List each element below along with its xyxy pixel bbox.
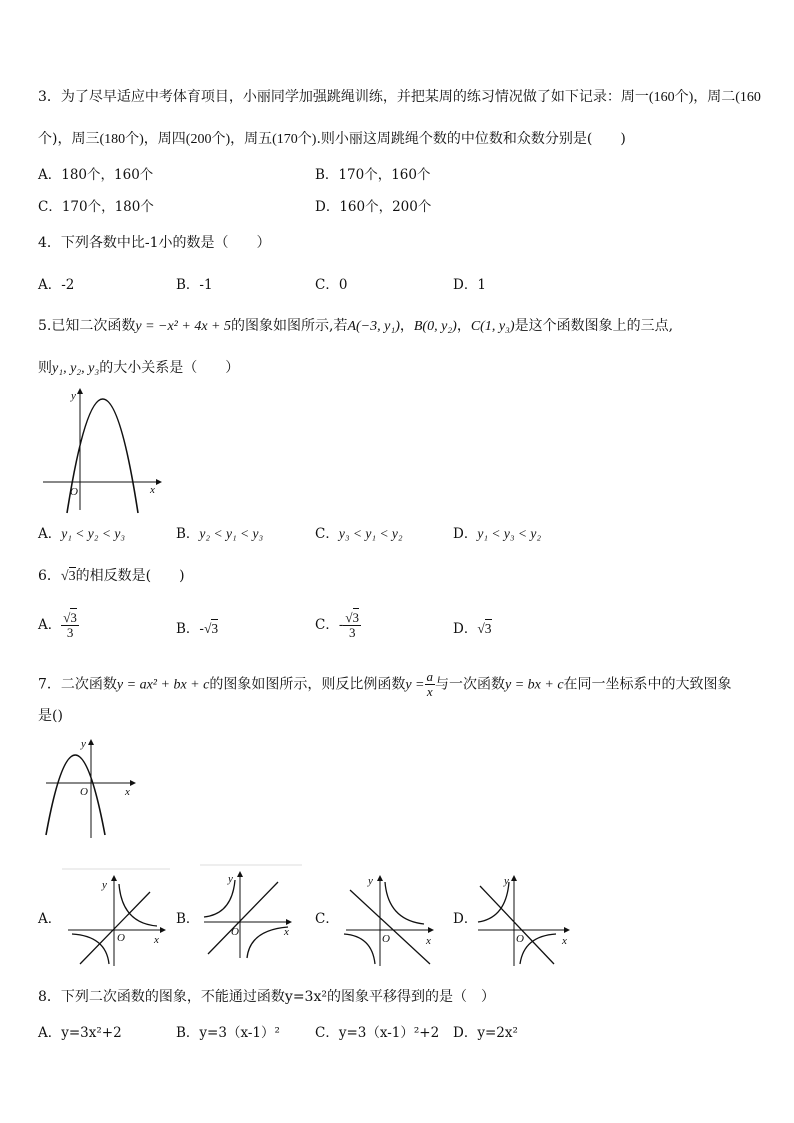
q8-option-a[interactable]: A．y=3x²+2 bbox=[38, 1025, 122, 1041]
q5-point-a: A(−3, y₁) bbox=[347, 319, 400, 334]
q7a-y-label: y bbox=[102, 879, 107, 891]
q7-option-c[interactable]: C． bbox=[315, 911, 339, 927]
q7b-hyperbola-1 bbox=[204, 880, 235, 917]
q5-y-arrow bbox=[77, 388, 83, 394]
q4-option-d[interactable]: D．1 bbox=[453, 277, 486, 293]
q5-point-c: C(1, y₃) bbox=[470, 319, 515, 334]
q7c-y-label: y bbox=[368, 875, 373, 887]
q5-option-d[interactable] bbox=[453, 525, 541, 543]
q7c-origin: O bbox=[382, 933, 390, 945]
q5-y-label: y bbox=[71, 390, 76, 402]
q7a-x-arrow bbox=[160, 927, 166, 933]
q7a-x-label: x bbox=[154, 934, 159, 946]
q7b-x-label: x bbox=[284, 926, 289, 938]
q7d-x-arrow bbox=[564, 927, 570, 933]
q6-option-b[interactable] bbox=[176, 620, 218, 638]
q7-y-label: y bbox=[81, 738, 86, 750]
q7-stem-c: 与一次函数 bbox=[435, 676, 505, 693]
q4-stem: 4．下列各数中比-1小的数是（ ） bbox=[38, 235, 271, 251]
q5-function: y = −x² + 4x + 5 bbox=[135, 319, 231, 334]
q5-x-arrow bbox=[156, 479, 162, 485]
q6-option-a-fraction: $\frac{√3}{3}$ bbox=[63, 610, 77, 640]
q5-vars: y₁, y₂, y₃ bbox=[52, 361, 100, 376]
q6-option-a[interactable] bbox=[38, 611, 79, 640]
q6-option-c-fraction: $\frac{√3}{3}$ bbox=[345, 610, 360, 640]
q7b-x-arrow bbox=[286, 919, 292, 925]
q7c-y-arrow bbox=[377, 875, 383, 881]
q6-radicand: 3 bbox=[68, 569, 76, 584]
q7-option-c-graph[interactable] bbox=[342, 868, 447, 968]
q5-option-c-letter: C． bbox=[315, 526, 339, 542]
q5-point-b: B(0, y₂) bbox=[413, 319, 457, 334]
q7-frac-num: a bbox=[426, 669, 433, 684]
q4-option-a[interactable]: A．-2 bbox=[38, 277, 75, 293]
q3-tue-value: (160 bbox=[735, 90, 761, 105]
q7-option-a-graph[interactable] bbox=[62, 868, 172, 968]
q5-then: 则 bbox=[38, 360, 52, 376]
q7-option-d[interactable]: D． bbox=[453, 911, 478, 927]
q7-parabola-curve bbox=[46, 755, 105, 835]
q5-parabola-graph bbox=[38, 385, 168, 515]
q7-option-b[interactable]: B． bbox=[176, 911, 200, 927]
q7b-origin: O bbox=[231, 926, 239, 938]
q5-origin-label: O bbox=[70, 486, 78, 498]
q3-line1 bbox=[38, 88, 761, 107]
q7d-line bbox=[480, 886, 554, 964]
q8-option-c[interactable]: C．y=3（x-1）²+2 bbox=[315, 1025, 440, 1041]
q7b-y-label: y bbox=[228, 873, 233, 885]
q5-option-a-letter: A． bbox=[38, 526, 62, 542]
q6-c-denominator: 3 bbox=[348, 625, 356, 640]
q7-stem-b: 的图象如图所示，则反比例函数 bbox=[209, 676, 406, 693]
q3-question: .则小丽这周跳绳个数的中位数和众数分别是( ) bbox=[316, 131, 626, 147]
q3-line2 bbox=[38, 130, 626, 149]
q5-option-c[interactable] bbox=[315, 525, 403, 543]
q7-frac-den: x bbox=[426, 684, 433, 699]
q7-x-arrow bbox=[130, 780, 136, 786]
q3-thu-label: ，周四 bbox=[143, 131, 186, 147]
q7a-line bbox=[80, 892, 150, 964]
q7-line2: 是() bbox=[38, 708, 63, 724]
q5-line2 bbox=[38, 359, 239, 378]
q5-x-label: x bbox=[150, 484, 155, 496]
q7-line1: 7．二次函数y = ax² + bx + c的图象如图所示，则反比例函数y = $\frac{a}{x}$ 与一次函数y = bx + c在同一坐标系中的大致图象 bbox=[38, 669, 732, 699]
q3-option-a[interactable]: A．180个，160个 bbox=[38, 167, 154, 183]
q6-option-c-letter: C．- bbox=[315, 617, 344, 633]
q6-option-b-sqrt: √3 bbox=[203, 621, 219, 636]
q5-option-a[interactable] bbox=[38, 525, 125, 543]
q5-option-d-math: y₁ < y₃ < y₂ bbox=[477, 526, 542, 541]
q7-x-label: x bbox=[125, 786, 130, 798]
q7-option-b-graph[interactable] bbox=[198, 862, 303, 962]
q5-question: 的大小关系是（ ） bbox=[99, 360, 240, 376]
q7a-y-arrow bbox=[111, 875, 117, 881]
q3-mon: (160个) bbox=[648, 90, 694, 105]
q7c-hyperbola-2 bbox=[344, 934, 375, 964]
q6-option-c[interactable] bbox=[315, 611, 361, 640]
q7b-y-arrow bbox=[237, 871, 243, 877]
q7-option-a[interactable]: A． bbox=[38, 911, 62, 927]
q7-parabola-graph bbox=[38, 735, 138, 840]
q6-option-d-letter: D． bbox=[453, 621, 478, 637]
q7-option-d-graph[interactable] bbox=[474, 868, 579, 968]
q3-stem-text: 3．为了尽早适应中考体育项目，小丽同学加强跳绳训练，并把某周的练习情况做了如下记录：周一 bbox=[38, 89, 649, 105]
q7d-origin: O bbox=[516, 933, 524, 945]
q4-option-c[interactable]: C．0 bbox=[315, 277, 348, 293]
q5-stem-b: 的图象如图所示,若 bbox=[231, 318, 348, 334]
q7c-x-arrow bbox=[428, 927, 434, 933]
q7a-origin: O bbox=[117, 932, 125, 944]
q6-option-d[interactable] bbox=[453, 620, 492, 638]
q8-option-d[interactable]: D．y=2x² bbox=[453, 1025, 518, 1041]
q3-option-d[interactable]: D．160个，200个 bbox=[315, 199, 432, 215]
q8-stem: 8．下列二次函数的图象，不能通过函数y=3x²的图象平移得到的是（ ） bbox=[38, 989, 495, 1005]
q6-option-b-letter: B．- bbox=[176, 621, 204, 637]
q6-stem bbox=[38, 567, 185, 586]
q6-option-a-letter: A． bbox=[38, 617, 62, 633]
q5-option-c-math: y₃ < y₁ < y₂ bbox=[338, 526, 403, 541]
q3-thu: (200个) bbox=[185, 132, 231, 147]
q5-option-b-letter: B． bbox=[176, 526, 200, 542]
q7d-y-arrow bbox=[511, 875, 517, 881]
q5-option-b[interactable] bbox=[176, 525, 263, 543]
q3-tue-label: ，周二 bbox=[693, 89, 736, 105]
q3-wed: (180个) bbox=[99, 132, 144, 147]
q5-option-d-letter: D． bbox=[453, 526, 478, 542]
q7-stem-a: 7．二次函数 bbox=[38, 676, 117, 693]
q3-option-c[interactable]: C．170个，180个 bbox=[38, 199, 154, 215]
q5-option-b-math: y₂ < y₁ < y₃ bbox=[199, 526, 264, 541]
q6-option-d-sqrt: √3 bbox=[477, 621, 492, 636]
q6-a-denominator: 3 bbox=[66, 625, 74, 640]
q6-question: 的相反数是( ) bbox=[75, 568, 185, 584]
q3-option-b[interactable]: B．170个，160个 bbox=[315, 167, 431, 183]
q5-stem-c: 是这个函数图象上的三点, bbox=[514, 318, 674, 334]
q6-number: 6． bbox=[38, 568, 61, 584]
q7b-hyperbola-2 bbox=[247, 927, 288, 958]
q7-linear: y = bx + c bbox=[505, 677, 564, 693]
q3-fri-label: ，周五 bbox=[230, 131, 273, 147]
q7c-x-label: x bbox=[426, 935, 431, 947]
q6-d-radicand: 3 bbox=[484, 621, 492, 636]
q7a-hyperbola-2 bbox=[72, 934, 109, 964]
q6-b-radicand: 3 bbox=[211, 621, 219, 636]
q5-line1: 5.已知二次函数y = −x² + 4x + 5的图象如图所示,若A(−3, y₁)，B(0, y₂)，C(1, y₃)是这个函数图象上的三点, bbox=[38, 318, 674, 334]
q7-stem-d: 在同一坐标系中的大致图象 bbox=[563, 676, 732, 693]
q4-option-b[interactable]: B．-1 bbox=[176, 277, 213, 293]
q7b-line bbox=[208, 882, 278, 954]
q7-quadratic: y = ax² + bx + c bbox=[116, 677, 210, 693]
q3-unit: 个) bbox=[38, 131, 58, 147]
q6-sqrt: √3 bbox=[60, 569, 76, 584]
q6-a-radicand: 3 bbox=[70, 610, 77, 625]
q7c-hyperbola-1 bbox=[385, 882, 424, 924]
q6-c-radicand: 3 bbox=[352, 610, 360, 625]
q3-wed-label: ，周三 bbox=[57, 131, 100, 147]
q5-stem-a: 5.已知二次函数 bbox=[38, 318, 136, 334]
q7-inverse-fraction bbox=[425, 670, 436, 699]
q7-y-arrow bbox=[88, 739, 94, 745]
q5-option-a-math: y₁ < y₂ < y₃ bbox=[61, 526, 126, 541]
q3-fri: (170个) bbox=[272, 132, 317, 147]
q7-origin-label: O bbox=[80, 786, 88, 798]
q7d-x-label: x bbox=[562, 935, 567, 947]
q7d-y-label: y bbox=[504, 875, 509, 887]
q8-option-b[interactable]: B．y=3（x-1）² bbox=[176, 1025, 280, 1041]
